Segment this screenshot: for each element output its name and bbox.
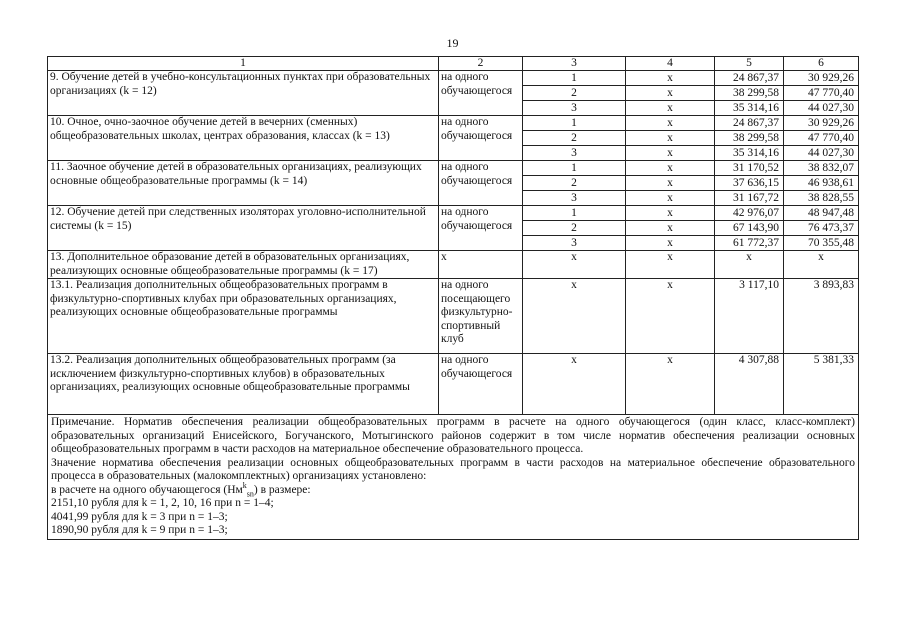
normatives-table (47, 56, 859, 540)
n-cell: 3 (523, 101, 626, 116)
x-cell: x (626, 279, 715, 354)
note-paragraph: Значение норматива обеспечения реализации основных общеобразовательных программ в части расходов на материальное обеспечение образовательного процесса в образовательных (малокомплектных) организациях установлено: (51, 456, 855, 482)
table-row (48, 116, 859, 131)
value-cell: 46 938,61 (784, 176, 859, 191)
x-cell: x (626, 221, 715, 236)
value-cell: 70 355,48 (784, 236, 859, 251)
note-row (48, 415, 859, 540)
section-unit: на одного обучающегося (439, 161, 523, 206)
section-unit: на одного обучающегося (439, 116, 523, 161)
value-cell: 24 867,37 (715, 116, 784, 131)
header-cell: 4 (626, 57, 715, 71)
header-row (48, 57, 859, 71)
value-cell: 3 893,83 (784, 279, 859, 354)
section-title: 10. Очное, очно-заочное обучение детей в вечерних (сменных) общеобразовательных школах, центрах образования, классах (k = 13) (48, 116, 439, 161)
table-row (48, 71, 859, 86)
value-cell: 35 314,16 (715, 146, 784, 161)
header-cell: 1 (48, 57, 439, 71)
n-cell: 1 (523, 161, 626, 176)
n-cell: 2 (523, 131, 626, 146)
value-cell: 76 473,37 (784, 221, 859, 236)
section-title: 9. Обучение детей в учебно-консультационных пунктах при образовательных организациях (k = 12) (48, 71, 439, 116)
section-unit: на одного обучающегося (439, 71, 523, 116)
section-title: 12. Обучение детей при следственных изоляторах уголовно-исполнительной системы (k = 15) (48, 206, 439, 251)
formula-superscript: k (242, 480, 247, 490)
n-cell: 3 (523, 236, 626, 251)
value-cell: 47 770,40 (784, 131, 859, 146)
note-formula-line (51, 480, 855, 498)
n-cell: 3 (523, 191, 626, 206)
section-unit: на одного посещающего физкультурно-спортивный клуб (439, 279, 523, 354)
table-row (48, 161, 859, 176)
value-cell: 61 772,37 (715, 236, 784, 251)
n-cell: 1 (523, 116, 626, 131)
x-cell: x (626, 131, 715, 146)
value-cell: 38 299,58 (715, 86, 784, 101)
value-cell: 30 929,26 (784, 116, 859, 131)
value-cell: 4 307,88 (715, 354, 784, 415)
x-cell: x (626, 354, 715, 415)
x-cell: x (626, 191, 715, 206)
x-cell: x (626, 71, 715, 86)
section-unit: на одного обучающегося (439, 354, 523, 415)
note-text: в расчете на одного обучающегося (Нм (51, 483, 243, 496)
value-cell: 38 299,58 (715, 131, 784, 146)
table-row (48, 354, 859, 415)
x-cell: x (715, 251, 784, 279)
n-cell: 2 (523, 86, 626, 101)
x-cell: x (626, 206, 715, 221)
value-cell: 3 117,10 (715, 279, 784, 354)
x-cell: x (784, 251, 859, 279)
x-cell: x (523, 354, 626, 415)
value-cell: 44 027,30 (784, 101, 859, 116)
note-line: 1890,90 рубля для k = 9 при n = 1–3; (51, 524, 228, 536)
x-cell: x (626, 101, 715, 116)
x-cell: x (439, 251, 523, 279)
value-cell: 48 947,48 (784, 206, 859, 221)
section-title: 13.1. Реализация дополнительных общеобразовательных программ в физкультурно-спортивных клубах при образовательных организациях, реализующих основные общеобразовательные программы (48, 279, 439, 354)
value-cell: 67 143,90 (715, 221, 784, 236)
x-cell: x (626, 116, 715, 131)
value-cell: 37 636,15 (715, 176, 784, 191)
note-paragraph: Примечание. Норматив обеспечения реализации общеобразовательных программ в расчете на одного обучающегося (один класс, класс-комплект) образовательных организаций Енисейского, Богучанского, Мотыгинского районов содержит в том числе норматив обеспечения реализации основных общеобразовательных программ в части расходов на материальное обеспечение образовательного процесса. (51, 416, 855, 455)
note-line: 2151,10 рубля для k = 1, 2, 10, 16 при n = 1–4; (51, 497, 274, 509)
x-cell: x (626, 161, 715, 176)
n-cell: 2 (523, 221, 626, 236)
table-row (48, 251, 859, 279)
note-text: ) в размере: (253, 483, 311, 496)
value-cell: 30 929,26 (784, 71, 859, 86)
section-title: 13. Дополнительное образование детей в образовательных организациях, реализующих основные общеобразовательные программы (k = 17) (48, 251, 439, 279)
note-line: 4041,99 рубля для k = 3 при n = 1–3; (51, 510, 228, 523)
table-row (48, 279, 859, 354)
value-cell: 24 867,37 (715, 71, 784, 86)
value-cell: 47 770,40 (784, 86, 859, 101)
header-cell: 2 (439, 57, 523, 71)
value-cell: 38 832,07 (784, 161, 859, 176)
n-cell: 3 (523, 146, 626, 161)
value-cell: 42 976,07 (715, 206, 784, 221)
x-cell: x (626, 236, 715, 251)
x-cell: x (626, 251, 715, 279)
n-cell: 1 (523, 206, 626, 221)
n-cell: 1 (523, 71, 626, 86)
value-cell: 31 170,52 (715, 161, 784, 176)
x-cell: x (626, 146, 715, 161)
note-cell (48, 415, 859, 540)
header-cell: 5 (715, 57, 784, 71)
header-cell: 3 (523, 57, 626, 71)
formula-subscript: sn (246, 488, 254, 498)
page-number: 19 (446, 36, 459, 50)
value-cell: 44 027,30 (784, 146, 859, 161)
x-cell: x (626, 176, 715, 191)
section-title: 11. Заочное обучение детей в образовательных организациях, реализующих основные общеобразовательные программы (k = 14) (48, 161, 439, 206)
x-cell: x (626, 86, 715, 101)
section-title: 13.2. Реализация дополнительных общеобразовательных программ (за исключением физкультурно-спортивных клубов) в образовательных организациях, реализующих основные общеобразовательные программы (48, 354, 439, 415)
x-cell: x (523, 279, 626, 354)
x-cell: x (523, 251, 626, 279)
table-row (48, 206, 859, 221)
n-cell: 2 (523, 176, 626, 191)
value-cell: 5 381,33 (784, 354, 859, 415)
header-cell: 6 (784, 57, 859, 71)
value-cell: 31 167,72 (715, 191, 784, 206)
value-cell: 35 314,16 (715, 101, 784, 116)
value-cell: 38 828,55 (784, 191, 859, 206)
section-unit: на одного обучающегося (439, 206, 523, 251)
